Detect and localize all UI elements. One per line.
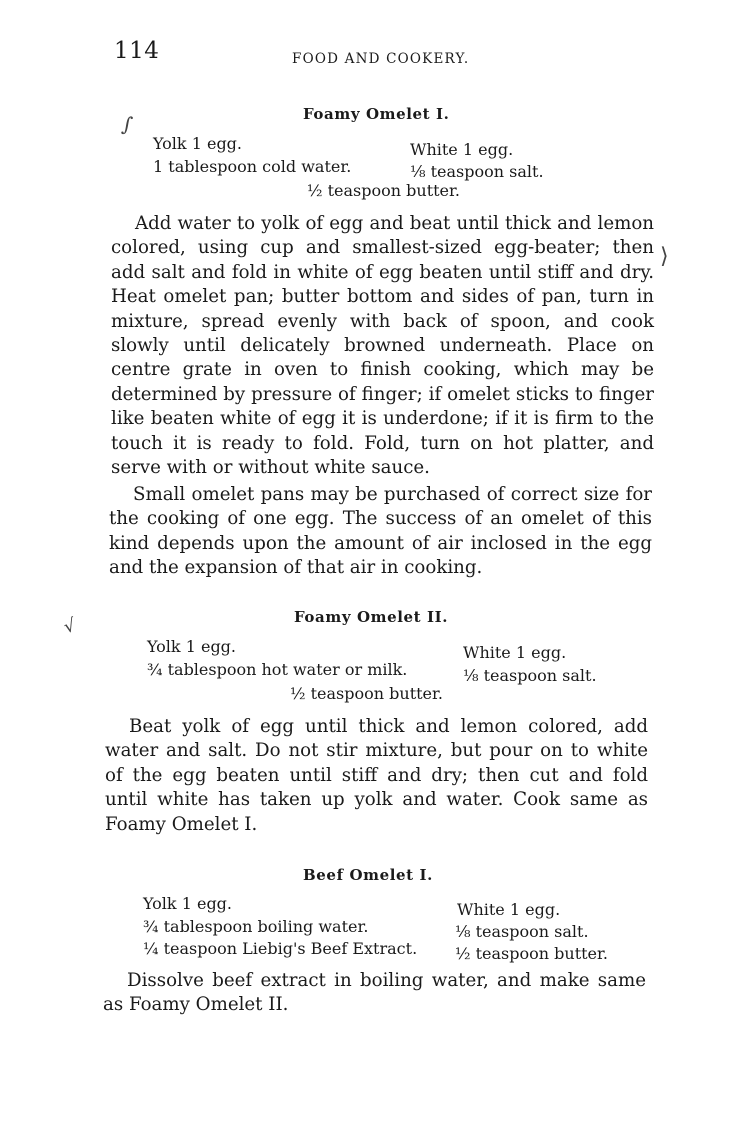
recipe-title: Beef Omelet I. <box>303 866 433 884</box>
ingredient: ¾ tablespoon boiling water. <box>143 917 369 936</box>
recipe-title: Foamy Omelet II. <box>294 608 449 626</box>
recipe-paragraph: Small omelet pans may be purchased of correct size for the cooking of one egg. The success of an omelet of this kind depends upon the amount of air inclosed in the egg and the expansion of that air in cooking. <box>109 484 652 579</box>
ingredient: Yolk 1 egg. <box>153 134 243 153</box>
recipe-paragraph: Beat yolk of egg until thick and lemon colored, add water and salt. Do not stir mixture, but pour on to white of the egg beaten until stiff and dry; then cut and fold until white has taken up yolk and water. Cook same as Foamy Omelet I. <box>105 716 648 835</box>
ingredient: ½ teaspoon butter. <box>290 684 443 703</box>
ingredient: Yolk 1 egg. <box>147 637 237 656</box>
running-head: FOOD AND COOKERY. <box>292 51 470 67</box>
ingredient: ½ teaspoon butter. <box>307 181 460 200</box>
ingredient: ½ teaspoon butter. <box>455 944 608 963</box>
ingredient: ¾ tablespoon hot water or milk. <box>147 660 408 679</box>
ingredient: Yolk 1 egg. <box>143 894 233 913</box>
ingredient: White 1 egg. <box>410 140 514 159</box>
ingredient: ⅛ teaspoon salt. <box>463 666 597 685</box>
recipe-paragraph: Dissolve beef extract in boiling water, and make same as Foamy Omelet II. <box>103 970 646 1016</box>
recipe-paragraph: Add water to yolk of egg and beat until thick and lemon colored, using cup and smallest-sized egg-beater; then add salt and fold in white of egg beaten until stiff and dry. Heat omelet pan; butter bottom and sides of pan, turn in mixture, spread evenly with back of spoon, and cook slowly until delicately browned underneath. Place on centre grate in oven to finish cooking, which may be determined by pressure of finger; if omelet sticks to finger like beaten white of egg it is underdone; if it is firm to the touch it is ready to fold. Fold, turn on hot platter, and serve with or without white sauce. <box>111 213 654 479</box>
recipe-title: Foamy Omelet I. <box>303 105 450 123</box>
ingredient: 1 tablespoon cold water. <box>153 157 352 176</box>
margin-check-mark: √ <box>61 614 79 639</box>
ingredient: White 1 egg. <box>457 900 561 919</box>
ingredient: ⅛ teaspoon salt. <box>455 922 589 941</box>
page-number: 114 <box>114 38 160 64</box>
margin-bracket-mark: ⟩ <box>660 244 669 269</box>
ingredient: ¼ teaspoon Liebig's Beef Extract. <box>143 939 418 958</box>
ingredient: White 1 egg. <box>463 643 567 662</box>
margin-pencil-mark: ∫ <box>120 111 135 137</box>
ingredient: ⅛ teaspoon salt. <box>410 162 544 181</box>
